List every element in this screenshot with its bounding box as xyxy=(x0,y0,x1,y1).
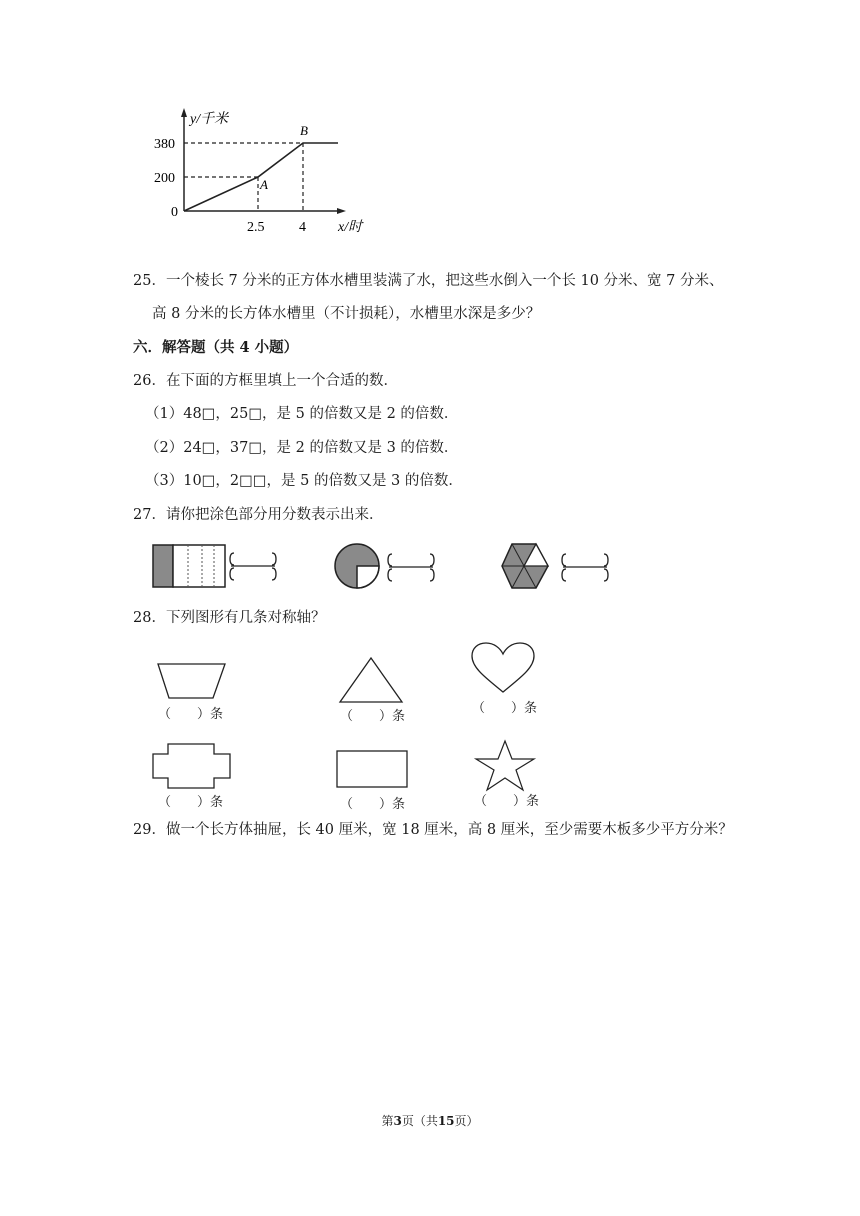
rectangle-answer: （ ）条 xyxy=(340,796,406,811)
footer-suffix: 页） xyxy=(454,1114,479,1128)
q26-stem: 26．在下面的方框里填上一个合适的数． xyxy=(133,373,398,389)
footer-total-pages: 15 xyxy=(437,1114,455,1128)
q27-circle-figure xyxy=(330,538,440,594)
y-tick-200: 200 xyxy=(154,171,175,186)
footer-prefix: 第 xyxy=(381,1114,394,1128)
rectangle-shape xyxy=(334,748,410,790)
triangle-shape xyxy=(336,655,406,705)
y-axis-label: y/千米 xyxy=(190,112,229,127)
point-b-label: B xyxy=(300,123,308,138)
footer-page-number: 3 xyxy=(393,1114,402,1128)
x-axis-label: x/时 xyxy=(338,220,363,235)
point-a-label: A xyxy=(260,177,268,192)
x-axis-arrow xyxy=(337,208,346,214)
q26-item-3: （3）10□，2□□，是 5 的倍数又是 3 的倍数． xyxy=(145,473,463,489)
q26-item-2: （2）24□，37□，是 2 的倍数又是 3 的倍数． xyxy=(145,440,459,456)
y-axis-arrow xyxy=(181,108,187,117)
star-answer: （ ）条 xyxy=(474,793,540,808)
y-tick-0: 0 xyxy=(171,205,178,220)
q26-item-1: （1）48□，25□，是 5 的倍数又是 2 的倍数． xyxy=(145,406,459,422)
cross-shape xyxy=(150,740,235,792)
page-footer xyxy=(0,1112,860,1129)
triangle-answer: （ ）条 xyxy=(340,708,406,723)
cross-answer: （ ）条 xyxy=(158,794,224,809)
q28-stem: 28．下列图形有几条对称轴？ xyxy=(133,610,326,626)
x-tick-2-5: 2.5 xyxy=(247,220,265,235)
q25-line2: 高 8 分米的长方体水槽里（不计损耗），水槽里水深是多少？ xyxy=(152,306,541,322)
q29-stem: 29．做一个长方体抽屉，长 40 厘米，宽 18 厘米，高 8 厘米，至少需要木板多少平方分米？ xyxy=(133,822,733,838)
section-6-title: 六．解答题（共 4 小题） xyxy=(133,339,299,356)
q25-line1: 25．一个棱长 7 分米的正方体水槽里装满了水，把这些水倒入一个长 10 分米、宽 7 分米、 xyxy=(133,273,724,289)
x-tick-4: 4 xyxy=(299,220,306,235)
trapezoid-shape xyxy=(155,660,230,702)
heart-shape xyxy=(468,640,538,696)
q27-hexagon-figure xyxy=(500,540,615,592)
footer-mid: 页（共 xyxy=(401,1114,438,1128)
trapezoid-answer: （ ）条 xyxy=(158,706,224,721)
heart-answer: （ ）条 xyxy=(472,700,538,715)
y-tick-380: 380 xyxy=(154,137,175,152)
distance-time-graph xyxy=(140,105,380,240)
star-shape xyxy=(470,738,540,794)
q27-rectangle-figure xyxy=(150,541,285,591)
q27-stem: 27．请你把涂色部分用分数表示出来． xyxy=(133,507,384,523)
